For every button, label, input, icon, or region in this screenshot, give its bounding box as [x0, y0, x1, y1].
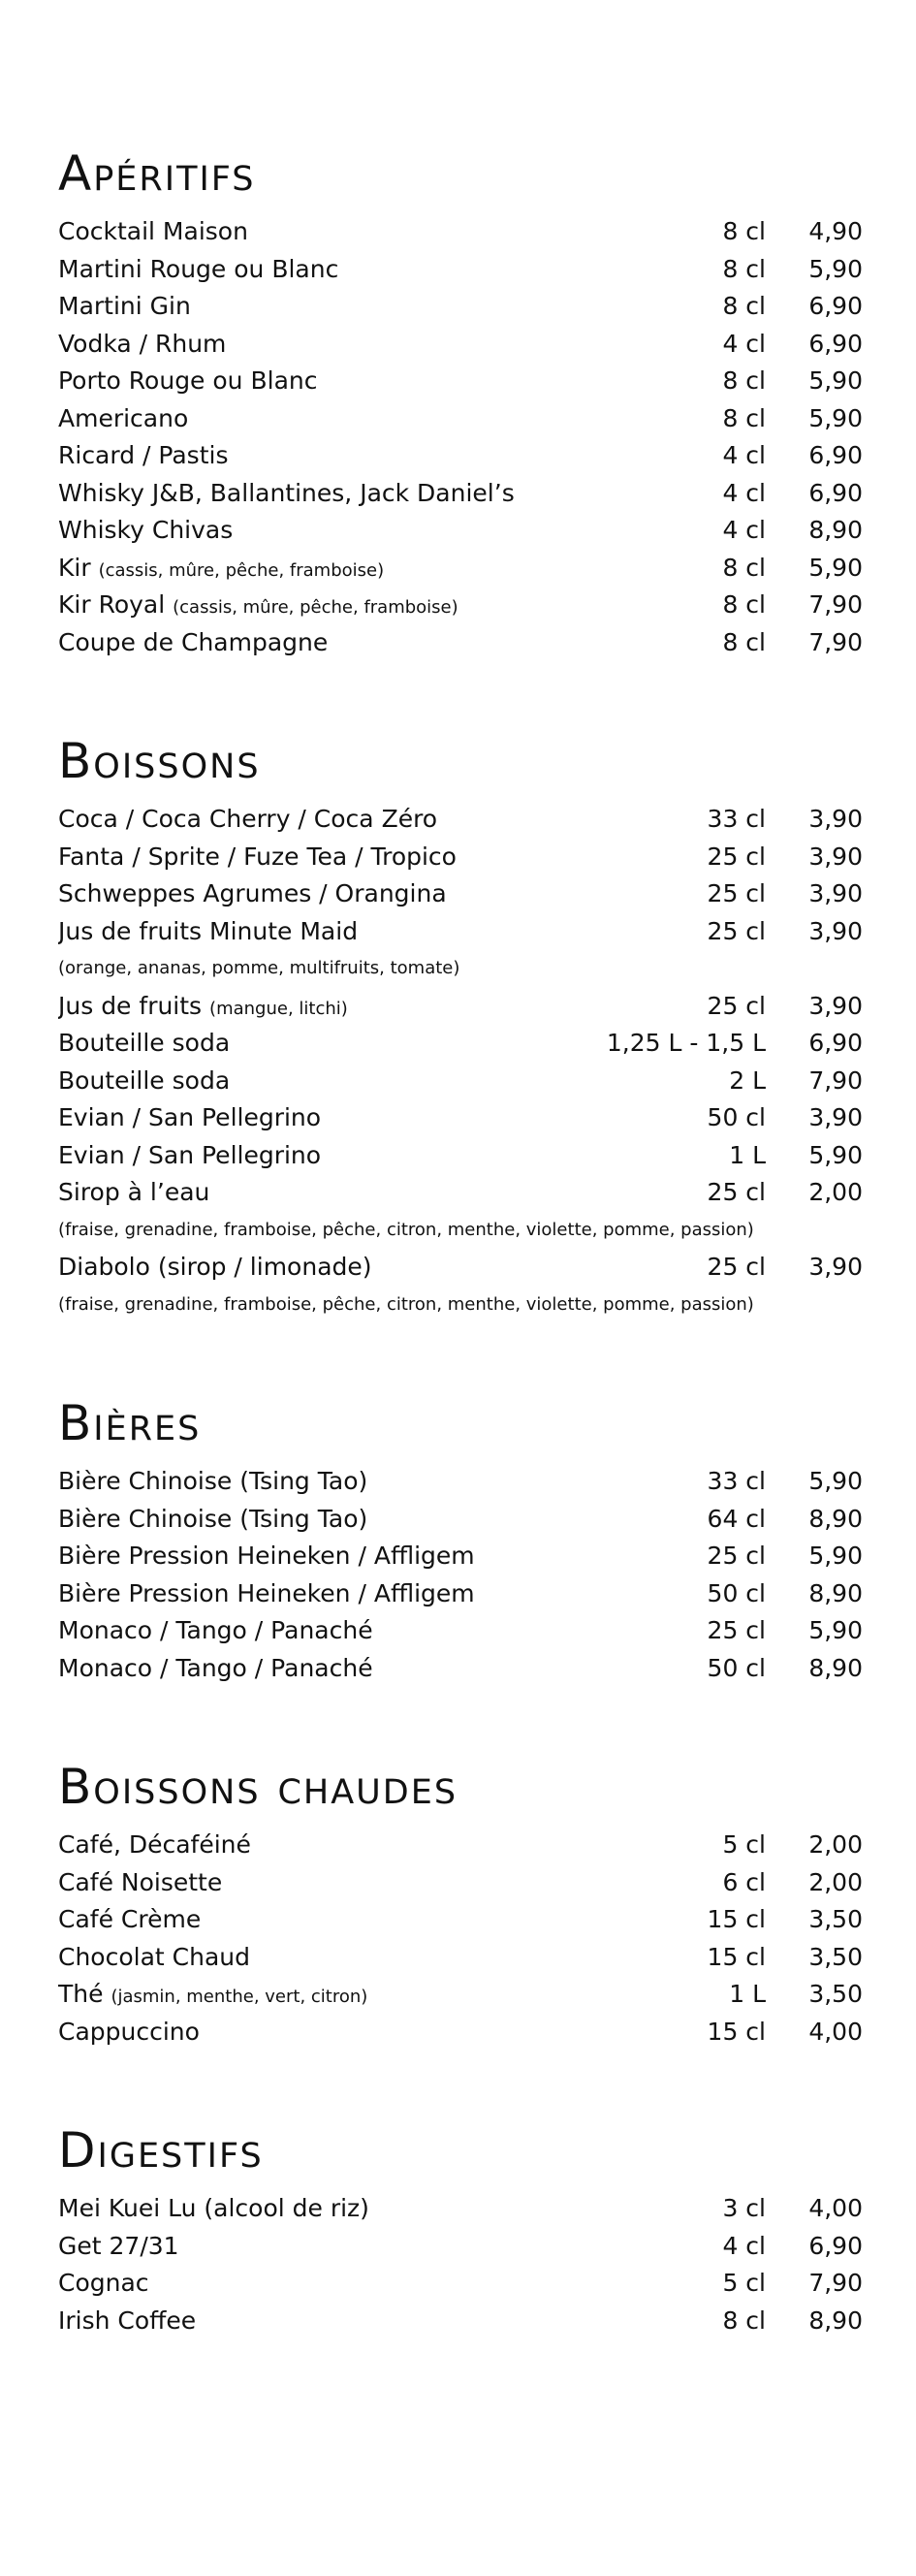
item-volume: 50 cl [707, 1578, 766, 1607]
item-price: 5,90 [808, 1140, 863, 1169]
item-volume: 25 cl [707, 1542, 766, 1570]
item-name-wrap [58, 913, 533, 951]
item-name-wrap [58, 2190, 533, 2228]
item-name: Mei Kuei Lu (alcool de riz) [58, 2194, 369, 2222]
menu-item [58, 1137, 863, 1175]
section-title: Bières [58, 1395, 202, 1451]
item-name: Jus de fruits [58, 991, 203, 1020]
item-volume: 25 cl [707, 991, 766, 1020]
item-volume: 25 cl [707, 916, 766, 945]
menu-item [58, 326, 863, 364]
item-price: 3,50 [808, 1980, 863, 2008]
menu-item [58, 550, 863, 588]
item-name-wrap [58, 2228, 533, 2266]
menu-item [58, 875, 863, 913]
item-name-wrap [58, 875, 533, 913]
item-name-wrap [58, 1099, 533, 1137]
item-price: 8,90 [808, 2306, 863, 2335]
item-name-wrap [58, 2303, 533, 2340]
item-name: Schweppes Agrumes / Orangina [58, 879, 447, 907]
item-volume: 8 cl [722, 254, 766, 283]
item-name: Kir [58, 553, 91, 582]
item-name: Porto Rouge ou Blanc [58, 366, 318, 395]
item-price: 2,00 [808, 1178, 863, 1206]
item-price: 3,50 [808, 1942, 863, 1971]
item-name-wrap [58, 437, 533, 475]
section-title: Boissons chaudes [58, 1759, 458, 1815]
item-price: 7,90 [808, 1065, 863, 1095]
menu-item [58, 2190, 863, 2228]
item-volume: 8 cl [722, 217, 766, 245]
item-price: 6,90 [808, 292, 863, 320]
item-price: 2,00 [808, 1867, 863, 1896]
item-volume: 1,25 L - 1,5 L [606, 1029, 766, 1057]
item-name-wrap [58, 801, 533, 839]
item-name: Monaco / Tango / Panaché [58, 1653, 373, 1682]
item-price: 4,00 [808, 2194, 863, 2222]
item-volume: 15 cl [707, 1942, 766, 1971]
item-name: Bière Pression Heineken / Affligem [58, 1578, 475, 1607]
item-price: 5,90 [808, 254, 863, 283]
item-name: Kir Royal [58, 590, 166, 619]
item-name: Whisky Chivas [58, 516, 234, 544]
section-title: Boissons [58, 733, 261, 789]
item-name-wrap [58, 1827, 533, 1864]
item-price: 3,90 [808, 991, 863, 1020]
item-name: Cognac [58, 2269, 149, 2297]
menu-item [58, 363, 863, 400]
item-name: Whisky J&B, Ballantines, Jack Daniel’s [58, 478, 515, 507]
item-name-wrap [58, 2265, 533, 2303]
menu-item [58, 1538, 863, 1575]
item-price: 5,90 [808, 366, 863, 395]
item-volume: 15 cl [707, 1905, 766, 1933]
item-name-wrap [58, 363, 533, 400]
item-price: 5,90 [808, 553, 863, 582]
item-flavors: (orange, ananas, pomme, multifruits, tomate) [58, 958, 460, 978]
item-name: Martini Rouge ou Blanc [58, 254, 339, 283]
item-name: Jus de fruits Minute Maid [58, 916, 359, 945]
menu-item [58, 1501, 863, 1539]
menu-item [58, 1025, 863, 1063]
item-name-wrap [58, 1901, 533, 1939]
item-name-wrap [58, 1650, 533, 1688]
item-price: 4,90 [808, 217, 863, 245]
menu-item [58, 988, 863, 1026]
item-volume: 5 cl [722, 1830, 766, 1859]
item-name: Cappuccino [58, 2017, 200, 2046]
item-price: 8,90 [808, 1578, 863, 1607]
item-price: 6,90 [808, 441, 863, 469]
item-volume: 8 cl [722, 403, 766, 432]
item-name-wrap [58, 1939, 533, 1977]
item-note: (jasmin, menthe, vert, citron) [111, 1987, 368, 2007]
item-name-wrap [58, 326, 533, 364]
item-volume: 25 cl [707, 879, 766, 907]
item-price: 3,90 [808, 916, 863, 945]
item-flavors: (fraise, grenadine, framboise, pêche, citron, menthe, violette, pomme, passion) [58, 1219, 754, 1240]
item-price: 6,90 [808, 329, 863, 358]
item-volume: 25 cl [707, 1178, 766, 1206]
item-name-wrap [58, 1249, 533, 1287]
item-name: Get 27/31 [58, 2231, 179, 2260]
item-name-wrap [58, 587, 533, 627]
item-name: Sirop à l’eau [58, 1178, 210, 1206]
menu-item [58, 1827, 863, 1864]
item-price: 3,50 [808, 1905, 863, 1933]
item-note: (cassis, mûre, pêche, framboise) [173, 597, 458, 618]
item-name-wrap [58, 1025, 533, 1063]
item-name: Coca / Coca Cherry / Coca Zéro [58, 805, 438, 833]
menu-item [58, 839, 863, 876]
item-volume: 64 cl [707, 1504, 766, 1533]
item-name: Monaco / Tango / Panaché [58, 1616, 373, 1644]
item-name-wrap [58, 1538, 533, 1575]
menu-item [58, 2228, 863, 2266]
menu-item [58, 624, 863, 662]
item-note: (cassis, mûre, pêche, framboise) [98, 559, 385, 581]
item-name-wrap [58, 213, 533, 251]
menu-item [58, 475, 863, 513]
item-name: Evian / San Pellegrino [58, 1140, 322, 1169]
item-price: 5,90 [808, 1542, 863, 1570]
item-volume: 50 cl [707, 1653, 766, 1682]
section-bieres [58, 1395, 863, 1687]
item-name-wrap [58, 1864, 533, 1902]
item-name-wrap [58, 1612, 533, 1650]
item-name-wrap [58, 400, 533, 438]
item-name: Ricard / Pastis [58, 441, 229, 469]
menu-item [58, 913, 863, 951]
item-name-wrap [58, 1976, 533, 2017]
item-price: 4,00 [808, 2017, 863, 2046]
item-name: Vodka / Rhum [58, 329, 227, 358]
item-volume: 5 cl [722, 2269, 766, 2297]
item-price: 6,90 [808, 2231, 863, 2260]
item-name-wrap [58, 1501, 533, 1539]
item-price: 6,90 [808, 1029, 863, 1057]
item-volume: 4 cl [722, 478, 766, 507]
section-boissons-chaudes [58, 1759, 863, 2051]
item-price: 6,90 [808, 478, 863, 507]
menu-item [58, 1650, 863, 1688]
menu-item [58, 1099, 863, 1137]
item-name: Café, Décaféiné [58, 1830, 251, 1859]
item-price: 7,90 [808, 627, 863, 656]
item-name: Coupe de Champagne [58, 627, 329, 656]
menu-item [58, 251, 863, 289]
item-volume: 1 L [729, 1980, 766, 2008]
menu-item [58, 1463, 863, 1501]
item-volume: 50 cl [707, 1103, 766, 1131]
item-name-wrap [58, 2014, 533, 2051]
item-volume: 4 cl [722, 329, 766, 358]
item-volume: 4 cl [722, 516, 766, 544]
menu-item [58, 1612, 863, 1650]
item-price: 3,90 [808, 805, 863, 833]
menu-item [58, 587, 863, 624]
menu-item [58, 437, 863, 475]
item-name-wrap [58, 1137, 533, 1175]
item-volume: 1 L [729, 1140, 766, 1169]
menu-item [58, 213, 863, 251]
section-aperitifs [58, 145, 863, 661]
item-name: Café Noisette [58, 1867, 223, 1896]
item-name: Chocolat Chaud [58, 1942, 250, 1971]
item-price: 8,90 [808, 1504, 863, 1533]
item-name: Martini Gin [58, 292, 191, 320]
item-volume: 4 cl [722, 2231, 766, 2260]
menu-item [58, 288, 863, 326]
item-volume: 15 cl [707, 2017, 766, 2046]
section-title: Digestifs [58, 2122, 264, 2178]
drinks-menu [58, 145, 863, 2411]
item-volume: 33 cl [707, 805, 766, 833]
item-volume: 25 cl [707, 1253, 766, 1281]
menu-item [58, 2014, 863, 2051]
menu-item [58, 1174, 863, 1212]
item-name: Evian / San Pellegrino [58, 1103, 322, 1131]
item-name-wrap [58, 288, 533, 326]
item-price: 3,90 [808, 842, 863, 871]
section-title: Apéritifs [58, 145, 256, 202]
item-name: Café Crème [58, 1905, 202, 1933]
item-name: Diabolo (sirop / limonade) [58, 1253, 372, 1281]
item-name: Americano [58, 403, 189, 432]
item-volume: 8 cl [722, 366, 766, 395]
item-volume: 6 cl [722, 1867, 766, 1896]
item-name: Bouteille soda [58, 1029, 231, 1057]
item-volume: 25 cl [707, 842, 766, 871]
item-name: Bière Pression Heineken / Affligem [58, 1542, 475, 1570]
menu-item [58, 2265, 863, 2303]
menu-item [58, 1976, 863, 2014]
menu-item [58, 1249, 863, 1287]
item-name: Bouteille soda [58, 1065, 231, 1095]
item-price: 3,90 [808, 1253, 863, 1281]
menu-item [58, 2303, 863, 2340]
item-name-wrap [58, 550, 533, 590]
section-boissons [58, 733, 863, 1323]
item-name: Thé [58, 1980, 104, 2008]
item-name-wrap [58, 1575, 533, 1613]
menu-item [58, 801, 863, 839]
item-name: Bière Chinoise (Tsing Tao) [58, 1504, 368, 1533]
item-volume: 8 cl [722, 590, 766, 619]
item-name-wrap [58, 1463, 533, 1501]
item-price: 7,90 [808, 590, 863, 619]
item-name-wrap [58, 624, 533, 662]
item-volume: 33 cl [707, 1467, 766, 1495]
menu-item [58, 1063, 863, 1100]
item-price: 2,00 [808, 1830, 863, 1859]
item-volume: 25 cl [707, 1616, 766, 1644]
item-price: 8,90 [808, 1653, 863, 1682]
item-volume: 8 cl [722, 553, 766, 582]
item-price: 5,90 [808, 1616, 863, 1644]
section-digestifs [58, 2122, 863, 2339]
item-name-wrap [58, 839, 533, 876]
item-price: 8,90 [808, 516, 863, 544]
item-price: 3,90 [808, 1103, 863, 1131]
menu-item [58, 512, 863, 550]
item-name: Cocktail Maison [58, 217, 248, 245]
item-name-wrap [58, 1174, 533, 1212]
item-price: 3,90 [808, 879, 863, 907]
menu-item [58, 400, 863, 438]
item-price: 7,90 [808, 2269, 863, 2297]
item-volume: 2 L [729, 1065, 766, 1095]
item-name: Irish Coffee [58, 2306, 197, 2335]
menu-item [58, 1901, 863, 1939]
item-flavors: (fraise, grenadine, framboise, pêche, citron, menthe, violette, pomme, passion) [58, 1293, 754, 1315]
menu-item [58, 1575, 863, 1613]
item-volume: 8 cl [722, 2306, 766, 2335]
menu-item [58, 1864, 863, 1902]
item-volume: 4 cl [722, 441, 766, 469]
item-price: 5,90 [808, 403, 863, 432]
item-name: Bière Chinoise (Tsing Tao) [58, 1467, 368, 1495]
menu-item [58, 1939, 863, 1977]
item-volume: 3 cl [722, 2194, 766, 2222]
item-name-wrap [58, 512, 533, 550]
item-volume: 8 cl [722, 627, 766, 656]
item-price: 5,90 [808, 1467, 863, 1495]
item-name-wrap [58, 988, 533, 1029]
item-name-wrap [58, 251, 533, 289]
item-note: (mangue, litchi) [209, 998, 348, 1019]
item-name-wrap [58, 475, 533, 513]
item-name: Fanta / Sprite / Fuze Tea / Tropico [58, 842, 457, 871]
item-name-wrap [58, 1063, 533, 1100]
item-volume: 8 cl [722, 292, 766, 320]
